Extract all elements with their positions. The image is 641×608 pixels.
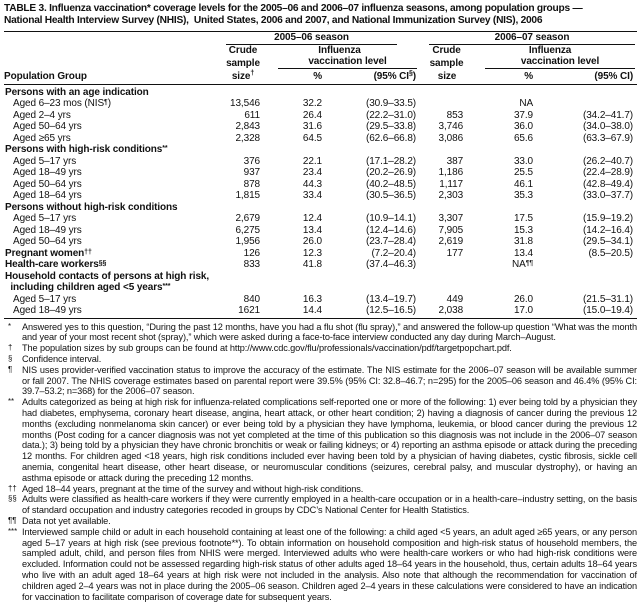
percent-header-2: % xyxy=(465,69,535,84)
cell-percent-2005: 33.4 xyxy=(302,190,322,202)
table-title-line1: TABLE 3. Influenza vaccination* coverage levels for the 2005–06 and 2006–07 influenza seasons, among population groups — xyxy=(4,3,583,14)
cell-sample-size-2005: 611 xyxy=(244,109,260,121)
cell-ci-2006: (21.5–31.1) xyxy=(582,293,634,305)
cell-sample-size-2006 xyxy=(419,144,465,156)
cell-ci-2005: (23.7–28.4) xyxy=(365,236,417,248)
cell-percent-2005: 13.4 xyxy=(302,224,322,236)
cell-percent-2005: 32.2 xyxy=(302,98,322,110)
cell-ci-2006 xyxy=(535,84,637,98)
table-row xyxy=(4,156,637,168)
cell-sample-size-2006: 177 xyxy=(446,247,464,259)
cell-sample-size-2006: 2,619 xyxy=(438,236,464,248)
population-group-label: Aged 6–23 mos (NIS¶) xyxy=(13,98,111,110)
population-group-label: Aged 18–49 yrs xyxy=(13,167,82,179)
cell-ci-2005: (22.2–31.0) xyxy=(365,109,417,121)
cell-percent-2005: 41.8 xyxy=(302,259,322,271)
cell-ci-2006 xyxy=(535,98,637,110)
table-row xyxy=(4,133,637,145)
table-title xyxy=(4,3,637,28)
cell-ci-2006: (26.2–40.7) xyxy=(582,155,634,167)
season-2005-06-header: 2005–06 season xyxy=(226,32,397,45)
cell-percent-2006: 15.3 xyxy=(513,224,534,236)
cell-percent-2005: 26.4 xyxy=(302,109,322,121)
table-header xyxy=(4,31,637,84)
cell-percent-2005: 16.3 xyxy=(302,293,322,305)
size-header-1: size† xyxy=(226,69,262,84)
cell-percent-2005: 14.4 xyxy=(262,305,324,318)
cell-sample-size-2005: 937 xyxy=(243,167,260,179)
cell-percent-2006 xyxy=(465,271,535,294)
cell-percent-2006: 25.5 xyxy=(513,167,534,179)
cell-sample-size-2006 xyxy=(419,202,465,214)
cell-sample-size-2006: 449 xyxy=(446,293,464,305)
cell-sample-size-2006: 853 xyxy=(446,109,464,121)
percent-header-1: % xyxy=(262,69,324,84)
crude-header-1: Crude xyxy=(228,45,258,57)
cell-ci-2006: (15.0–19.4) xyxy=(535,305,637,318)
group-header-row xyxy=(4,202,637,214)
cell-percent-2006: 17.0 xyxy=(465,305,535,318)
cell-percent-2006: 35.3 xyxy=(513,190,534,202)
cell-percent-2006: 31.8 xyxy=(513,236,534,248)
cell-percent-2006: 37.9 xyxy=(513,109,534,121)
cell-sample-size-2005 xyxy=(226,202,262,214)
cell-ci-2006: (34.0–38.0) xyxy=(582,121,634,133)
table-body xyxy=(4,84,637,318)
cell-ci-2006: (42.8–49.4) xyxy=(582,178,634,190)
table-row xyxy=(4,190,637,202)
cell-sample-size-2005: 1,815 xyxy=(235,190,260,202)
cell-sample-size-2005: 833 xyxy=(243,259,260,271)
cell-percent-2006 xyxy=(465,144,535,156)
footnote-text: Answered yes to this question, “During the past 12 months, have you had a flu shot (flu spray),” and answered the follow-up question “What was the month and year of your most recent shot (spray),” which were asked during a face-to-face interview conducted any day during March–August. xyxy=(22,321,637,343)
cell-ci-2005: (17.1–28.2) xyxy=(365,155,417,167)
footnote-text: Aged 18–44 years, pregnant at the time of the survey and without high-risk conditions. xyxy=(22,483,364,494)
cell-ci-2006: (15.9–19.2) xyxy=(582,213,634,225)
season-2006-07-header: 2006–07 season xyxy=(429,32,635,45)
footnote-marker: †† xyxy=(8,483,17,493)
table-row xyxy=(4,110,637,122)
cell-sample-size-2006: 1,117 xyxy=(439,178,464,190)
group-header-row xyxy=(4,259,637,271)
ci-header-1: (95% CI§) xyxy=(324,69,419,84)
footnote-text: Interviewed sample child or adult in each household containing at least one of the following: a child aged <5 years, an adult aged ≥65 years, or any person aged 5–17 years at high risk (see previous footnote**). To obtain information on household composition and high-risk status of household members, the sampled adult, child, and person files from NHIS were merged. Interviewed adults who were health-care workers or who had high-risk conditions were excluded. Information could not be assessed regarding high-risk status of other adults aged 18–64 years in the household, thus, certain adults 18–64 years who live with an adult aged 18–64 years at high risk were not included in the analysis. Also note that although the recommendation for vaccination of children aged 2–4 years was not in place during the 2005–06 season. Children aged 2–4 years in these calculations were considered to have an indication for vaccination to facilitate comparison of coverage date for subsequent years. xyxy=(22,526,637,602)
cell-ci-2005: (13.4–19.7) xyxy=(365,293,417,305)
subheader-row-1 xyxy=(4,45,637,56)
cell-ci-2005 xyxy=(324,84,419,98)
cell-ci-2006: (29.5–34.1) xyxy=(582,236,634,248)
cell-percent-2005 xyxy=(262,271,324,294)
size-header-2: size xyxy=(425,69,471,84)
cell-sample-size-2005: 878 xyxy=(243,178,260,190)
cell-sample-size-2005: 2,679 xyxy=(235,213,260,225)
cell-sample-size-2005: 6,275 xyxy=(235,224,260,236)
cell-sample-size-2006: 2,038 xyxy=(419,305,465,318)
crude-header-2: Crude xyxy=(432,45,461,57)
cell-percent-2006: 33.0 xyxy=(513,155,534,167)
table-row xyxy=(4,305,637,318)
cell-percent-2005 xyxy=(262,84,324,98)
cell-percent-2006 xyxy=(465,202,535,214)
footnotes xyxy=(4,322,637,603)
population-group-label: Aged 5–17 yrs xyxy=(13,155,77,167)
cell-ci-2006 xyxy=(535,144,637,156)
cell-percent-2005: 44.3 xyxy=(302,178,322,190)
vaccination-level-header-1: vaccination level xyxy=(278,56,417,69)
cell-sample-size-2005: 13,546 xyxy=(230,98,260,110)
cell-ci-2005: (62.6–66.8) xyxy=(365,132,417,144)
table-row xyxy=(4,179,637,191)
population-group-label: Aged 5–17 yrs xyxy=(13,293,77,305)
cell-percent-2006: NA xyxy=(519,98,534,110)
population-group-label: Aged 18–64 yrs xyxy=(13,190,82,202)
footnote-text: Adults were classified as health-care workers if they were currently employed in a health-care occupation or in a health-care–industry setting, on the basis of standard occupation and industry categories recoded in groups by CDC’s National Center for Health Statistics. xyxy=(22,494,637,516)
cell-sample-size-2006: 3,086 xyxy=(438,132,464,144)
footnote-text: NIS uses provider-verified vaccination status to improve the accuracy of the estimate. The NIS estimate for the 2006–07 season will be available summer or fall 2007. The NHIS coverage estimates based on parental report were 39.5% (95% CI: 32.8–46.7; n=295) for the 2005–06 season and 46.4% (95% CI: 39.7–53.2; n=368) for the 2006–07 season. xyxy=(22,364,637,397)
cell-percent-2006: 17.5 xyxy=(513,213,534,225)
footnote xyxy=(4,484,637,495)
cell-percent-2005: 22.1 xyxy=(302,155,322,167)
cell-percent-2006 xyxy=(465,84,535,98)
cell-ci-2005: (7.2–20.4) xyxy=(371,247,417,259)
footnote xyxy=(4,397,637,483)
footnote xyxy=(4,527,637,603)
cell-sample-size-2006: 3,307 xyxy=(438,213,464,225)
cell-ci-2005 xyxy=(324,202,419,214)
cell-ci-2006: (8.5–20.5) xyxy=(588,247,634,259)
vaccination-level-header-2: vaccination level xyxy=(485,56,635,69)
footnote-text: Adults categorized as being at high risk for influenza-related complications self-reported one or more of the following: 1) ever being told by a physician they had diabetes, emphysema, coronary heart disease, angina, heart attack, or other heart condition; 2) having a diagnosis of cancer during the previous 12 months (excluding nonmelanoma skin cancer) or ever being told by a physician they have lymphoma, leukemia, or blood cancer during the previous 12 months (Post coding for a cancer diagnosis was not yet completed at the time of this publication so this diagnosis was not include in the 2006–07 season data.); 3) being told by a physician they have chronic bronchitis or weak or failing kidneys; or 4) reporting an asthma episode or attack during the preceding 12 months. For children aged <18 years, high risk conditions included ever having been told by a physician of having diabetes, cystic fibrosis, sickle cell anemia, congenital heart disease, other heart disease, or neuromuscular conditions (seizures, cerebral palsy, and muscular dystrophy), or having an asthma episode or attack during the preceding 12 months. xyxy=(22,397,637,483)
vaccination-coverage-table xyxy=(4,31,637,319)
influenza-header-2: Influenza xyxy=(528,45,572,57)
cell-percent-2005: 12.4 xyxy=(302,213,322,225)
footnote-marker: ** xyxy=(8,397,15,407)
season-header-row xyxy=(4,31,637,45)
cell-percent-2005: 31.6 xyxy=(302,121,322,133)
cell-ci-2005 xyxy=(324,271,419,294)
cell-ci-2005: (30.9–33.5) xyxy=(365,98,417,110)
cell-percent-2006: NA¶¶ xyxy=(512,259,534,271)
column-header-row xyxy=(4,69,637,84)
footnote-marker: ¶ xyxy=(8,364,13,374)
cell-ci-2005: (40.2–48.5) xyxy=(365,178,417,190)
footnote-marker: * xyxy=(8,321,12,331)
cell-sample-size-2005: 1621 xyxy=(226,305,262,318)
table-row xyxy=(4,167,637,179)
cell-ci-2005: (30.5–36.5) xyxy=(365,190,417,202)
cell-ci-2006 xyxy=(535,202,637,214)
footnote-marker: *** xyxy=(8,526,18,536)
footnote xyxy=(4,516,637,527)
cell-ci-2006 xyxy=(535,271,637,294)
cell-ci-2005: (37.4–46.3) xyxy=(365,259,417,271)
footnote xyxy=(4,322,637,344)
cell-sample-size-2005: 2,843 xyxy=(235,121,260,133)
population-group-label: Health-care workers§§ xyxy=(5,259,107,271)
cell-percent-2005 xyxy=(262,144,324,156)
cell-sample-size-2006: 2,303 xyxy=(438,190,464,202)
population-group-label: Persons with an age indication xyxy=(5,86,149,98)
cell-percent-2005: 26.0 xyxy=(302,236,322,248)
cell-percent-2006: 65.6 xyxy=(513,132,534,144)
population-group-label: Aged ≥65 yrs xyxy=(13,132,71,144)
cell-ci-2006: (14.2–16.4) xyxy=(582,224,634,236)
cell-sample-size-2006: 3,746 xyxy=(438,121,464,133)
cell-ci-2005 xyxy=(324,144,419,156)
population-group-label: Household contacts of persons at high risk, including children aged <5 years*** xyxy=(5,270,210,294)
population-group-label: Aged 50–64 yrs xyxy=(13,178,82,190)
cell-percent-2006: 13.4 xyxy=(513,247,534,259)
footnote-text: The population sizes by sub groups can be found at http://www.cdc.gov/flu/professionals/vaccination/pdf/targetpopchart.pdf. xyxy=(22,343,512,354)
cell-percent-2005 xyxy=(262,202,324,214)
table-row xyxy=(4,213,637,225)
influenza-header-1: Influenza xyxy=(318,45,361,57)
cell-sample-size-2006 xyxy=(419,98,465,110)
cell-sample-size-2006 xyxy=(419,259,465,271)
footnote xyxy=(4,343,637,354)
cell-percent-2006: 46.1 xyxy=(513,178,534,190)
population-group-label: Persons with high-risk conditions** xyxy=(5,144,168,156)
cell-ci-2005: (20.2–26.9) xyxy=(365,167,417,179)
cell-ci-2006: (34.2–41.7) xyxy=(582,109,634,121)
cell-sample-size-2005: 840 xyxy=(243,293,260,305)
population-group-label: Aged 50–64 yrs xyxy=(13,121,82,133)
cell-ci-2005: (12.4–14.6) xyxy=(365,224,417,236)
mmwr-table3-page xyxy=(4,3,637,602)
cell-sample-size-2005 xyxy=(226,144,262,156)
cell-sample-size-2006 xyxy=(419,84,465,98)
footnote xyxy=(4,354,637,365)
table-title-line2: National Health Interview Survey (NHIS), United States, 2006 and 2007, and National Immunization Survey (NIS), 2006 xyxy=(4,15,543,27)
footnote-marker: ¶¶ xyxy=(8,515,17,525)
sample-header-2: sample xyxy=(429,58,464,70)
footnote-marker: † xyxy=(8,343,13,353)
table-row xyxy=(4,121,637,133)
sample-header-1: sample xyxy=(226,58,260,70)
table-row xyxy=(4,294,637,306)
cell-ci-2006 xyxy=(535,259,637,271)
group-header-row xyxy=(4,144,637,156)
cell-sample-size-2006: 1,186 xyxy=(438,167,464,179)
population-group-label: Aged 50–64 yrs xyxy=(13,236,82,248)
cell-percent-2006: 26.0 xyxy=(513,293,534,305)
footnote-marker: §§ xyxy=(8,494,17,504)
cell-percent-2005: 12.3 xyxy=(302,247,322,259)
cell-sample-size-2005 xyxy=(226,271,262,294)
population-group-label: Pregnant women†† xyxy=(5,247,92,259)
cell-sample-size-2005 xyxy=(226,84,262,98)
footnote xyxy=(4,494,637,516)
group-header-row xyxy=(4,271,637,294)
cell-sample-size-2005: 376 xyxy=(243,155,260,167)
footnote-marker: § xyxy=(8,353,13,363)
cell-sample-size-2006 xyxy=(419,271,465,294)
ci-header-2: (95% CI) xyxy=(535,69,637,84)
cell-ci-2006: (22.4–28.9) xyxy=(582,167,634,179)
cell-ci-2006: (33.0–37.7) xyxy=(582,190,634,202)
cell-percent-2005: 23.4 xyxy=(302,167,322,179)
population-group-header: Population Group xyxy=(4,69,226,84)
population-group-label: Aged 18–49 yrs xyxy=(4,305,226,318)
cell-percent-2006: 36.0 xyxy=(513,121,534,133)
cell-percent-2005: 64.5 xyxy=(302,132,322,144)
group-header-row xyxy=(4,248,637,260)
table-row xyxy=(4,225,637,237)
footnote-text: Confidence interval. xyxy=(22,353,102,364)
population-group-label: Aged 5–17 yrs xyxy=(13,213,77,225)
table-row xyxy=(4,236,637,248)
table-row xyxy=(4,98,637,110)
subheader-row-2 xyxy=(4,56,637,69)
cell-sample-size-2005: 2,328 xyxy=(235,132,260,144)
cell-sample-size-2005: 1,956 xyxy=(235,236,260,248)
footnote-text: Data not yet available. xyxy=(22,515,111,526)
footnote xyxy=(4,365,637,397)
population-group-label: Aged 18–49 yrs xyxy=(13,224,82,236)
cell-ci-2005: (12.5–16.5) xyxy=(324,305,419,318)
cell-sample-size-2006: 7,905 xyxy=(438,224,464,236)
group-header-row xyxy=(4,84,637,98)
cell-sample-size-2005: 126 xyxy=(243,247,260,259)
cell-ci-2006: (63.3–67.9) xyxy=(582,132,634,144)
cell-ci-2005: (10.9–14.1) xyxy=(365,213,417,225)
cell-sample-size-2006: 387 xyxy=(446,155,464,167)
population-group-label: Aged 2–4 yrs xyxy=(13,109,71,121)
population-group-label: Persons without high-risk conditions xyxy=(5,201,178,213)
cell-ci-2005: (29.5–33.8) xyxy=(365,121,417,133)
